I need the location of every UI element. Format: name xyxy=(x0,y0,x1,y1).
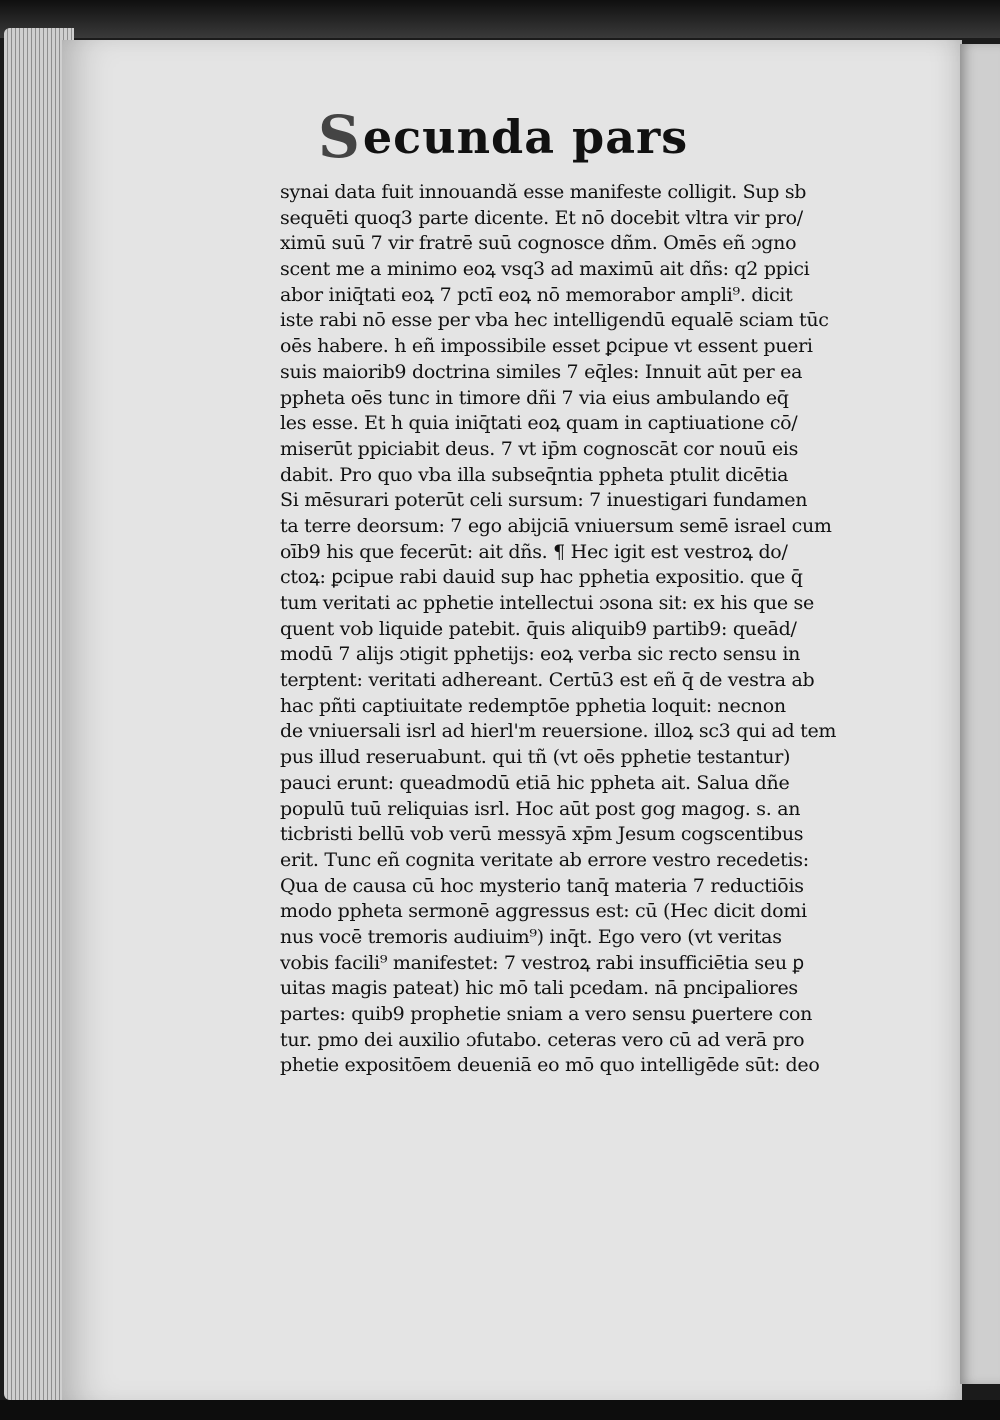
text-line: abor iniq̄tati eoꝝ 7 pctī eoꝝ nō memorabor ampli⁹. dicit xyxy=(280,283,793,306)
heading-text: ecunda pars xyxy=(362,110,689,164)
text-line: iste rabi nō esse per vba hec intelligendū equalē sciam tūc xyxy=(280,309,829,332)
text-line: de vniuersali isrl ad hierl'm reuersione. illoꝝ sc3 qui ad tem xyxy=(280,720,837,743)
book-cover-bottom xyxy=(0,1400,1000,1420)
text-line: pauci erunt: queadmodū etiā hic ppheta ait. Salua dñe xyxy=(280,771,790,794)
book-cover-top xyxy=(0,0,1000,38)
next-page-edge xyxy=(960,44,1000,1384)
text-line: oīb9 his que fecerūt: ait dñs. ¶ Hec igit est vestroꝝ do/ xyxy=(280,540,788,563)
text-line: pus illud reseruabunt. qui tñ (vt oēs pphetie testantur) xyxy=(280,746,791,769)
text-line: tum veritati ac pphetie intellectui ɔsona sit: ex his que se xyxy=(280,592,814,614)
text-line: oēs habere. h eñ impossibile esset ꝑcipue vt essent pueri xyxy=(280,335,813,358)
heading-initial: S xyxy=(318,103,361,171)
text-line: vobis facili⁹ manifestet: 7 vestroꝝ rabi insufficiētia seu ꝑ xyxy=(280,951,804,974)
text-line: Si mēsurari poterūt celi sursum: 7 inuestigari fundamen xyxy=(280,489,808,512)
text-line: nus vocē tremoris audiuim⁹) inq̄t. Ego vero (vt veritas xyxy=(280,925,782,948)
text-line: phetie expositōem deueniā eo mō quo intelligēde sūt: deo xyxy=(280,1054,820,1077)
text-line: terptent: veritati adhereant. Certū3 est eñ q̄ de vestra ab xyxy=(280,669,815,692)
text-line: populū tuū reliquias isrl. Hoc aūt post gog magog. s. an xyxy=(280,797,801,820)
text-line: Qua de causa cū hoc mysterio tanq̄ materia 7 reductiōis xyxy=(280,874,804,897)
text-line: ticbristi bellū vob verū messyā xp̄m Jesum cogscentibus xyxy=(280,823,804,846)
text-line: miserūt ppiciabit deus. 7 vt ip̄m cognoscāt cor nouū eis xyxy=(280,437,799,460)
text-line: les esse. Et h quia iniq̄tati eoꝝ quam in captiuatione cō/ xyxy=(280,412,798,435)
text-line: synai data fuit innouandă esse manifeste colligit. Sup sb xyxy=(280,181,807,203)
text-line: suis maiorib9 doctrina similes 7 eq̄les: Innuit aūt per ea xyxy=(280,360,803,383)
text-line: dabit. Pro quo vba illa subseq̄ntia ppheta ptulit dicētia xyxy=(280,463,789,486)
text-line: sequēti quoq3 parte dicente. Et nō docebit vltra vir pro/ xyxy=(280,206,803,229)
text-line: erit. Tunc eñ cognita veritate ab errore vestro recedetis: xyxy=(280,848,809,871)
text-line: hac pñti captiuitate redemptōe pphetia loquit: necnon xyxy=(280,694,786,717)
text-body xyxy=(280,180,846,1079)
text-line: scent me a minimo eoꝝ vsq3 ad maximū ait dñs: q2 ppici xyxy=(280,258,810,281)
text-line: ximū suū 7 vir fratrē suū cognosce dñm. Omēs eñ ɔgno xyxy=(280,232,797,255)
text-line: modū 7 alijs ɔtigit pphetijs: eoꝝ verba sic recto sensu in xyxy=(280,643,801,666)
text-line: ctoꝝ: ꝑcipue rabi dauid sup hac pphetia expositio. que q̄ xyxy=(280,566,803,589)
text-line: uitas magis pateat) hic mō tali pcedam. nā pncipaliores xyxy=(280,977,798,1000)
text-line: quent vob liquide patebit. q̄uis aliquib9 partib9: queād/ xyxy=(280,617,797,640)
text-line: ta terre deorsum: 7 ego abijciā vniuersum semē israel cum xyxy=(280,514,832,537)
page-heading xyxy=(318,104,718,170)
text-line: tur. pmo dei auxilio ɔfutabo. ceteras vero cū ad verā pro xyxy=(280,1028,805,1051)
text-line: ppheta oēs tunc in timore dñi 7 via eius ambulando eq̄ xyxy=(280,386,789,409)
text-line: partes: quib9 prophetie sniam a vero sensu ꝑuertere con xyxy=(280,1003,813,1025)
text-line: modo ppheta sermonē aggressus est: cū (Hec dicit domi xyxy=(280,900,807,923)
